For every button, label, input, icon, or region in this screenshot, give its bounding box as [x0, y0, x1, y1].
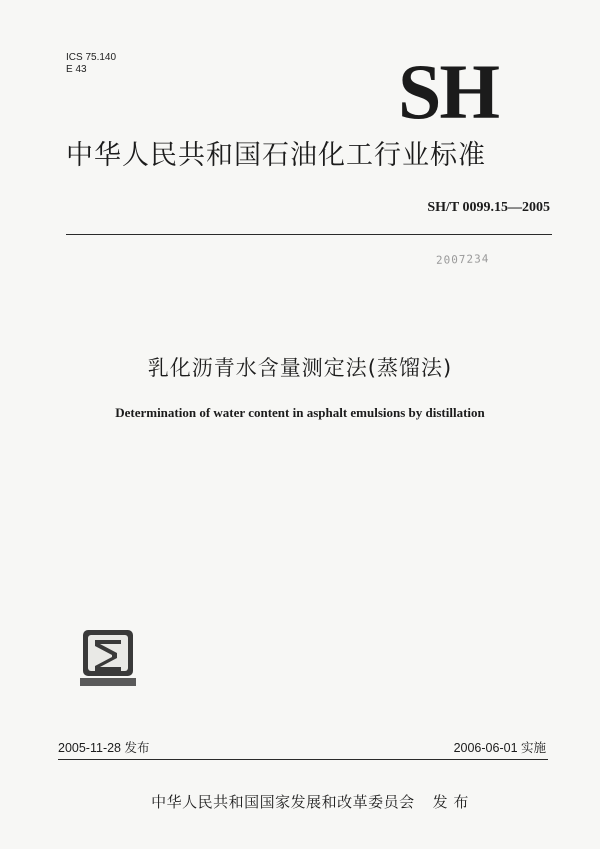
classification-codes: [66, 52, 116, 76]
implementation-date: 2006-06-01 实施: [453, 741, 546, 755]
release-date: 2005-11-28 发布: [58, 741, 150, 755]
class-code: E 43: [66, 64, 87, 75]
issuing-authority: [110, 791, 510, 812]
sh-logo: SH: [398, 48, 499, 135]
standard-number: SH/T 0099.15—2005: [427, 200, 550, 215]
footer-divider: [58, 759, 548, 760]
ics-code: ICS 75.140: [66, 52, 117, 63]
seal-icon: [80, 628, 136, 688]
issue-action: 发 布: [432, 793, 469, 811]
issuer-name: 中华人民共和国国家发展和改革委员会: [151, 793, 415, 811]
document-title-cn: 乳化沥青水含量测定法(蒸馏法): [147, 356, 453, 380]
header-divider: [66, 234, 552, 235]
standard-category-title: 中华人民共和国石油化工行业标准: [66, 140, 486, 171]
document-title-en: Determination of water content in asphalt emulsions by distillation: [115, 405, 485, 420]
stamp-number: 2007234: [435, 252, 490, 267]
